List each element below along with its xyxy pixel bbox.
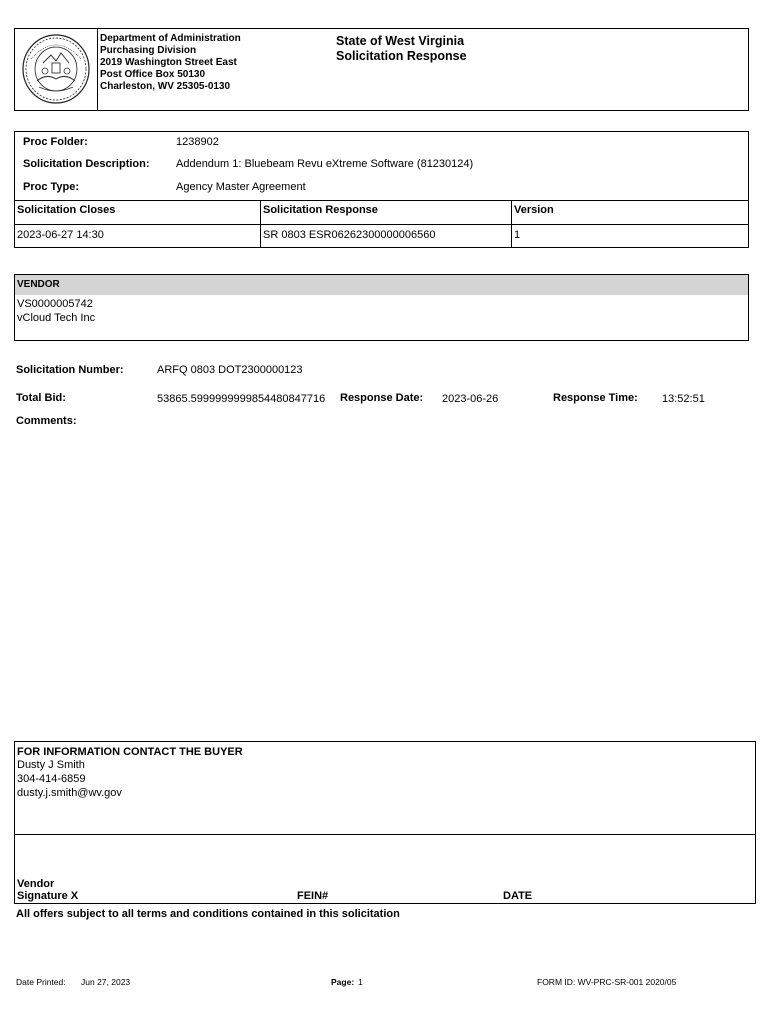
solicitation-number-label: Solicitation Number: <box>16 364 124 376</box>
address-line: Post Office Box 50130 <box>100 69 206 80</box>
address-line: 2019 Washington Street East <box>100 57 237 68</box>
buyer-name: Dusty J Smith <box>17 759 85 771</box>
buyer-phone: 304-414-6859 <box>17 773 86 785</box>
contact-signature-box <box>14 741 756 904</box>
solicitation-number-value: ARFQ 0803 DOT2300000123 <box>157 364 303 376</box>
response-date-value: 2023-06-26 <box>442 393 499 405</box>
column-divider <box>260 200 261 247</box>
solicitation-closes-value: 2023-06-27 14:30 <box>17 229 104 241</box>
date-label: DATE <box>503 890 533 902</box>
column-divider <box>511 200 512 247</box>
date-printed-label: Date Printed: <box>16 977 66 987</box>
contact-heading: FOR INFORMATION CONTACT THE BUYER <box>17 746 243 758</box>
address-line: Purchasing Division <box>100 45 197 56</box>
response-time-label: Response Time: <box>553 392 638 404</box>
date-printed-value: Jun 27, 2023 <box>81 977 131 987</box>
terms-notice: All offers subject to all terms and conditions contained in this solicitation <box>16 908 400 920</box>
signature-label: Signature X <box>17 890 79 902</box>
proc-folder-label: Proc Folder: <box>23 136 88 148</box>
vendor-heading: VENDOR <box>17 279 60 290</box>
proc-type-value: Agency Master Agreement <box>176 181 306 193</box>
total-bid-value: 53865.5999999999854480847716 <box>157 393 326 405</box>
version-header: Version <box>514 204 554 216</box>
proc-type-label: Proc Type: <box>23 181 80 193</box>
solicitation-response-header: Solicitation Response <box>263 204 378 216</box>
solicitation-description-value: Addendum 1: Bluebeam Revu eXtreme Software (81230124) <box>176 158 474 170</box>
seal-cell <box>15 29 98 110</box>
total-bid-label: Total Bid: <box>16 392 66 404</box>
document-title: State of West Virginia <box>336 34 465 48</box>
proc-folder-value: 1238902 <box>176 136 219 148</box>
page-number: 1 <box>358 977 363 987</box>
address-line: Department of Administration <box>100 33 241 44</box>
fein-label: FEIN# <box>297 890 329 902</box>
document-subtitle: Solicitation Response <box>336 49 467 63</box>
vendor-box <box>14 274 749 341</box>
state-seal-icon <box>21 33 91 105</box>
vendor-signature-label: Vendor <box>17 878 55 890</box>
response-date-label: Response Date: <box>340 392 424 404</box>
divider <box>15 834 755 835</box>
procurement-info-box <box>14 131 749 248</box>
divider <box>15 224 748 225</box>
solicitation-description-label: Solicitation Description: <box>23 158 150 170</box>
address-line: Charleston, WV 25305-0130 <box>100 81 231 92</box>
divider <box>15 200 748 201</box>
vendor-name: vCloud Tech Inc <box>17 312 96 324</box>
page-label: Page: <box>331 977 355 987</box>
form-id: FORM ID: WV-PRC-SR-001 2020/05 <box>537 977 677 987</box>
comments-label: Comments: <box>16 415 77 427</box>
version-value: 1 <box>514 229 521 241</box>
solicitation-response-value: SR 0803 ESR06262300000006560 <box>263 229 436 241</box>
solicitation-closes-header: Solicitation Closes <box>17 204 116 216</box>
vendor-heading-bar <box>15 275 748 295</box>
vendor-id: VS0000005742 <box>17 298 93 310</box>
header-box <box>14 28 749 111</box>
buyer-email: dusty.j.smith@wv.gov <box>17 787 122 799</box>
response-time-value: 13:52:51 <box>662 393 705 405</box>
